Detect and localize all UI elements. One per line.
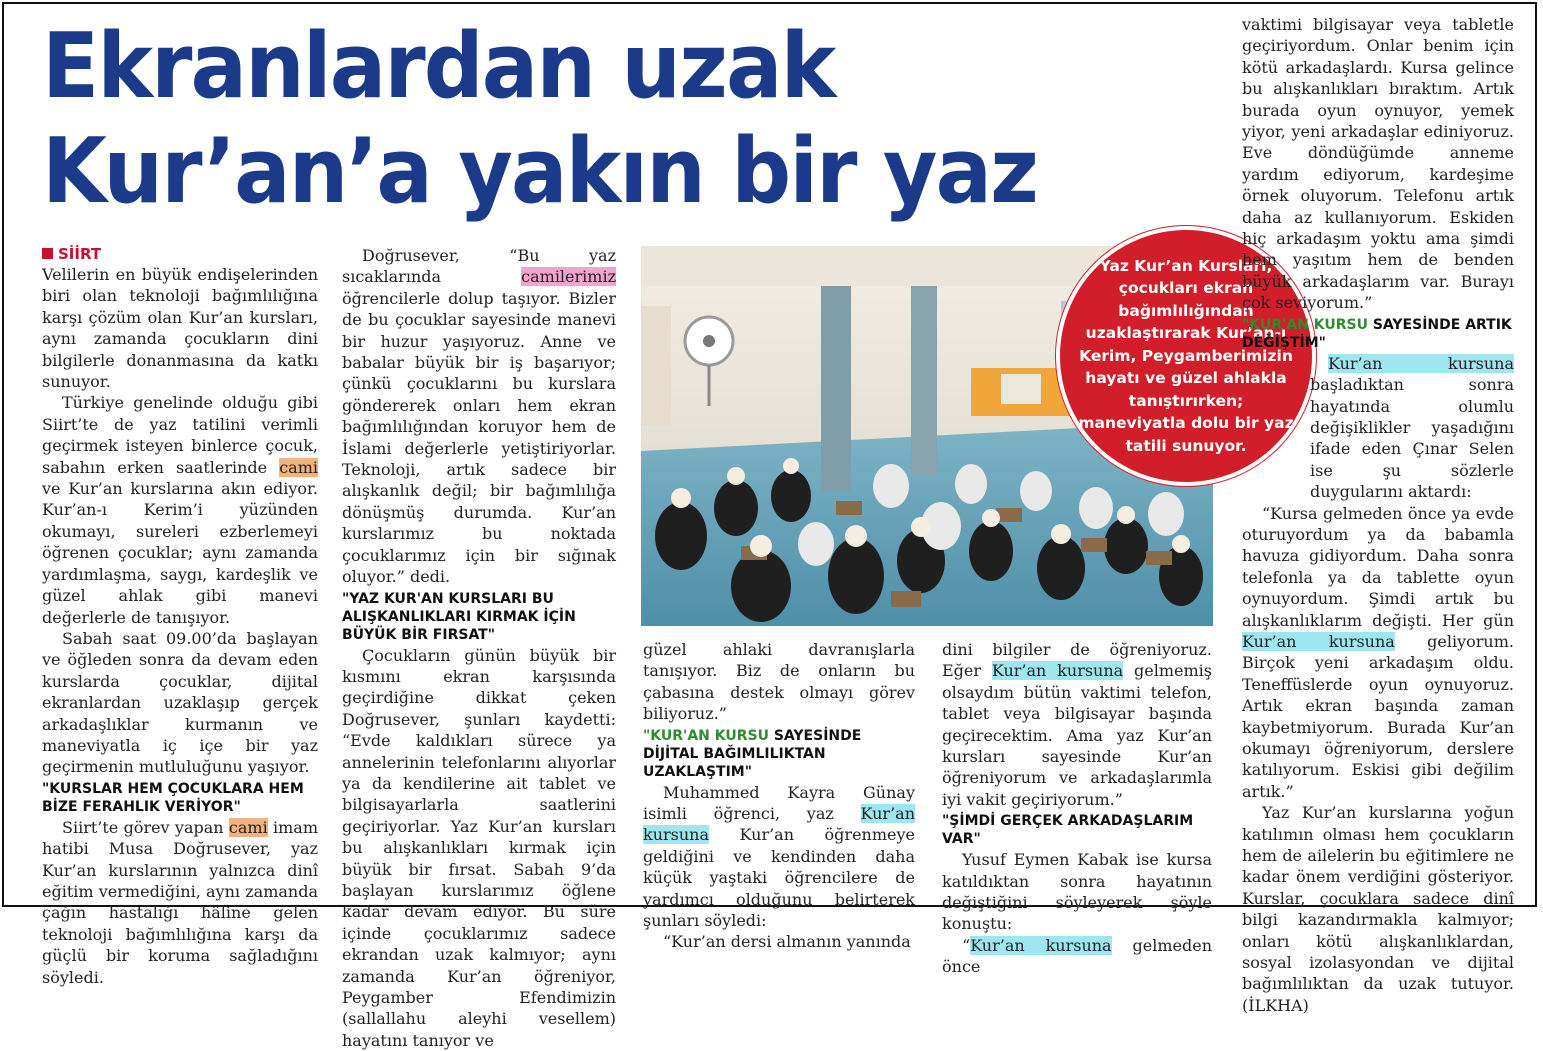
highlighted-keyword: cami [279, 458, 318, 477]
paragraph: Muhammed Kayra Günay isimli öğrenci, yaz Kur’an kursuna Kur’an öğrenmeye geldiğini ve kendinden daha küçük yaştaki öğrencilere de yardımcı olduğunu belirterek şunları söyledi: [643, 782, 915, 932]
article-column-2 [342, 245, 616, 1051]
callout-text: Yaz Kur’an Kursları, çocukları ekran bağımlılığından uzaklaştırarak Kur’an-ı Kerim, Peygamberimizin hayatı ve güzel ahlakla tanıştırırken; maneviyatla dolu bir yaz tatili sunuyor. [1077, 255, 1295, 458]
subheading: "KUR'AN KURSU SAYESİNDE DİJİTAL BAĞIMLILIKTAN UZAKLAŞTIM" [643, 727, 915, 781]
paragraph: “Kursa gelmeden önce ya evde oturuyordum ya da babamla havuza gidiyordum. Daha sonra telefonla ya da tablette oyun oynuyordum. Şimdi artık bu alışkanlıklarım değişti. Her gün Kur’an kursuna geliyorum. Birçok yeni arkadaşım oldu. Teneffüslerde oyun oynuyoruz. Artık ekran başında zaman kaybetmiyorum. Burada Kur’an okumayı öğreniyorum, derslere katılıyorum. Eskisi gibi değilim artık.” [1242, 503, 1514, 803]
subheading: "YAZ KUR'AN KURSLARI BU ALIŞKANLIKLARI KIRMAK İÇİN BÜYÜK BİR FIRSAT" [342, 590, 616, 644]
paragraph: Yusuf Eymen Kabak ise kursa katıldıktan sonra hayatının değiştiğini söyleyerek şöyle konuştu: [942, 849, 1212, 935]
article-column-1 [42, 244, 318, 988]
paragraph: vaktimi bilgisayar veya tabletle geçiriyordum. Onlar benim için kötü arkadaşlardı. Kursa gelince bu alışkanlıkları bıraktım. Artık burada oyun oynuyor, yemek yiyor, yeni arkadaşlar ediniyoruz. Eve döndüğümde anneme yardım ediyorum, kardeşime örnek oluyorum. Telefonu artık daha az kullanıyorum. Eskiden hiç arkadaşım yoktu ama şimdi hem yaşıtım hem de benden büyük arkadaşlarım var. Burayı çok seviyorum.” [1242, 14, 1514, 314]
highlighted-keyword: Kur’an kursuna [643, 804, 915, 844]
article-column-3 [643, 639, 915, 953]
paragraph: Türkiye genelinde olduğu gibi Siirt’te de yaz tatilini verimli geçirmek isteyen binlerce çocuk, sabahın erken saatlerinde cami ve Kur’an kurslarına akın ediyor. Kur’an-ı Kerim’i yüzünden okumayı, sureleri ezberlemeyi öğrenen çocuklar; aynı zamanda yardımlaşma, saygı, kardeşlik ve güzel ahlak gibi manevi değerlerle de tanışıyor. [42, 392, 318, 627]
paragraph: Çocukların günün büyük bir kısmını ekran karşısında geçirdiğine dikkat çeken Doğrusever, şunları kaydetti: “Evde kaldıkları sürece ya annelerinin telefonlarını alıyorlar ya da kendilerine ait tablet ve bilgisayarlarla saatlerini geçiriyorlar. Yaz Kur’an kursları bu alışkanlıkları kırmak için büyük bir fırsat. Sabah 9’da başlayan kurslarımız öğlene kadar devam ediyor. Bu süre içinde çocuklarımız sadece ekrandan uzak kalmıyor; aynı zamanda Kur’an öğreniyor, Peygamber Efendimizin (sallallahu aleyhi vesellem) hayatını tanıyor ve [342, 645, 616, 1051]
paragraph: “Kur’an kursuna gelmeden önce [942, 935, 1212, 978]
paragraph: “Kur’an dersi almanın yanında [643, 931, 915, 952]
highlighted-keyword: cami [229, 818, 268, 837]
highlighted-keyword: Kur’an kursuna [1328, 354, 1514, 373]
article-column-5 [1242, 14, 1514, 1016]
highlighted-keyword: Kur’an kursuna [1242, 632, 1395, 651]
article-column-4 [942, 639, 1212, 978]
highlighted-keyword: Kur’an kursuna [970, 936, 1111, 955]
paragraph: Doğrusever, “Bu yaz sıcaklarında camilerimiz öğrencilerle dolup taşıyor. Bizler de bu çocuklar sayesinde manevi bir huzur yaşıyoruz. Anne ve babalar büyük bir iş başarıyor; çünkü çocuklarını bu kurslara göndererek onları hem ekran bağımlılığından koruyor hem de İslami değerlerle yetiştiriyorlar. Teknoloji, artık sadece bir alışkanlık değil; bir bağımlılığa dönüşmüş durumda. Kur’an kurslarımız bu noktada çocuklarımız için bir sığınak oluyor.” dedi. [342, 245, 616, 588]
headline-line-2: Kur’an’a yakın bir yaz [42, 119, 1037, 224]
paragraph: dini bilgiler de öğreniyoruz. Eğer Kur’an kursuna gelmemiş olsaydım bütün vaktimi telefon, tablet veya bilgisayar başında geçirecektim. Ama yaz Kur’an kursları sayesinde Kur’an öğreniyorum ve arkadaşlarımla iyi vakit geçiriyorum.” [942, 639, 1212, 810]
paragraph: Siirt’te görev yapan cami imam hatibi Musa Doğrusever, yaz Kur’an kurslarının yalnızca dinî eğitim vermediğini, aynı zamanda çağın hastalığı hâline gelen teknoloji bağımlılığına karşı da güçlü bir koruma sağladığını söyledi. [42, 817, 318, 988]
highlighted-keyword: Kur’an kursuna [992, 661, 1123, 680]
headline [42, 14, 1037, 224]
highlighted-keyword: camilerimiz [521, 267, 616, 286]
paragraph: Yaz Kur’an kurslarına yoğun katılımın olması hem çocukların hem de ailelerin bu eğitimlere ne kadar önem verdiğini gösteriyor. Kurslar, çocuklara sadece dinî bilgi kazandırmakla kalmıyor; onları kötü alışkanlıklardan, sosyal izolasyondan ve dijital bağımlılıktan da uzak tutuyor. (İLKHA) [1242, 802, 1514, 1016]
paragraph: Sabah saat 09.00’da başlayan ve öğleden sonra da devam eden kurslarda çocuklar, dijital ekranlardan uzaklaşıp gerçek arkadaşlıklar kurmanın ve maneviyatla iç içe bir yaz geçirmenin mutluluğunu yaşıyor. [42, 628, 318, 778]
paragraph: güzel ahlaki davranışlarla tanışıyor. Biz de onların bu çabasına destek olmayı görev biliyoruz.” [643, 639, 915, 725]
newspaper-page [2, 2, 1537, 907]
subheading: "KURSLAR HEM ÇOCUKLARA HEM BİZE FERAHLIK VERİYOR" [42, 780, 318, 816]
subheading: "ŞİMDİ GERÇEK ARKADAŞLARIM VAR" [942, 812, 1212, 848]
paragraph: Velilerin en büyük endişelerinden biri olan teknoloji bağımlılığına karşı çözüm olan Kur’an kursları, aynı zamanda çocukların dini bilgilerle donanmasına da katkı sunuyor. [42, 264, 318, 392]
headline-line-1: Ekranlardan uzak [42, 14, 834, 119]
paragraph: Kur’an kursuna başladıktan sonra hayatında olumlu değişiklikler yaşadığını ifade eden Çınar Selen ise şu sözlerle duygularını aktardı: [1242, 353, 1514, 503]
dateline: SİİRT [42, 244, 318, 264]
subheading: "KUR'AN KURSU SAYESİNDE ARTIK DEĞİŞTİM" [1242, 316, 1514, 352]
square-bullet-icon [42, 248, 53, 259]
